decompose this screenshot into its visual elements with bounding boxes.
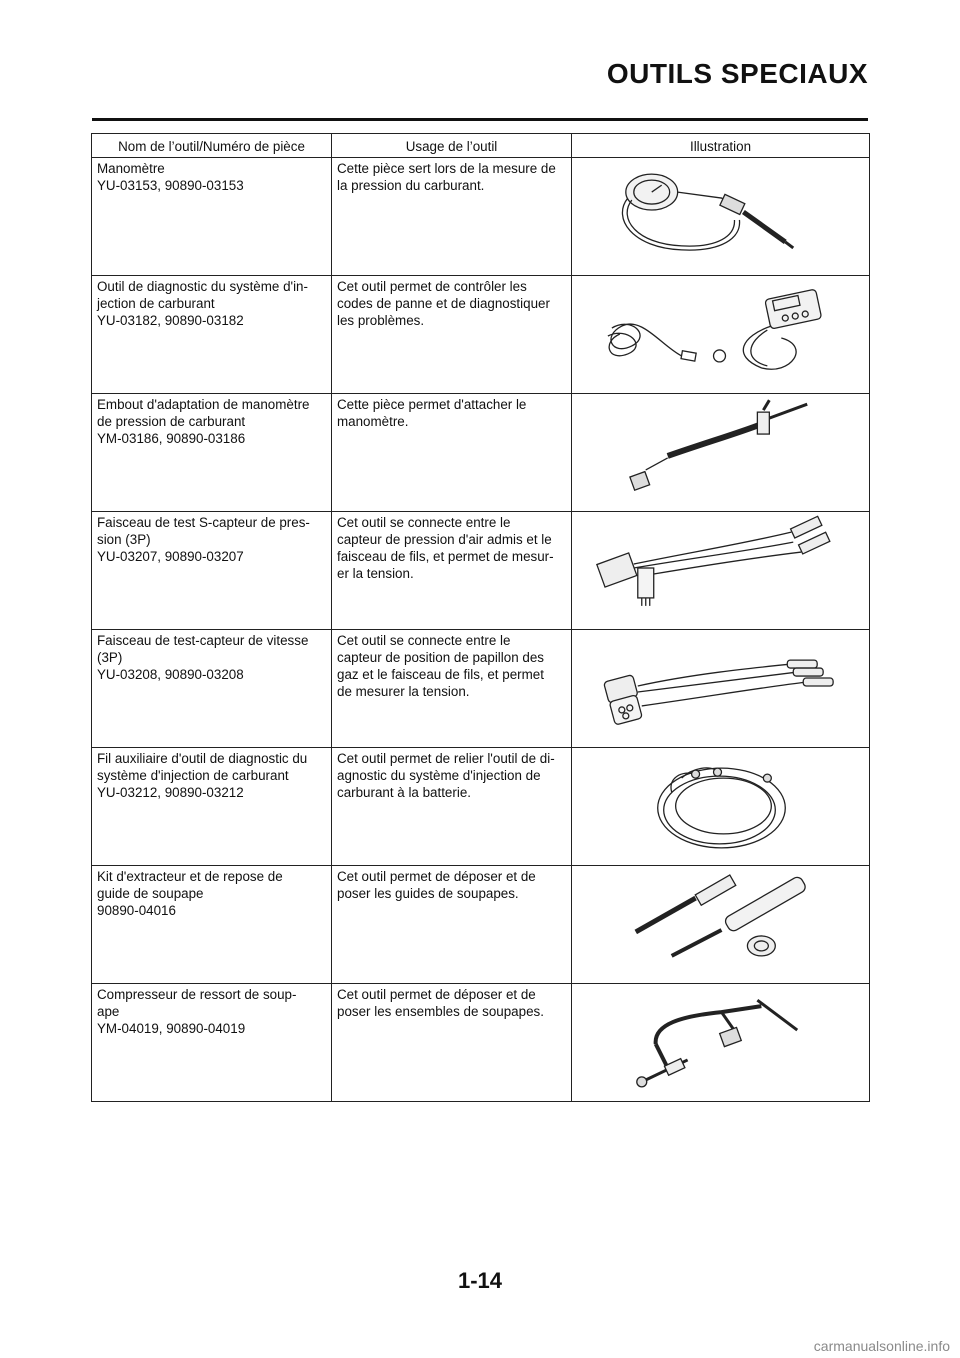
- tool-usage-cell: Cet outil se connecte entre le capteur de pression d'air admis et le faisceau de fils, et permet de mesur- er la tension.: [332, 512, 572, 630]
- table-header-row: [92, 134, 870, 158]
- tool-name-cell: Compresseur de ressort de soup- ape YM-04019, 90890-04019: [92, 984, 332, 1102]
- table-row: [92, 866, 870, 984]
- tool-illustration-cell: [572, 512, 870, 630]
- tool-name-cell: Outil de diagnostic du système d'in- jection de carburant YU-03182, 90890-03182: [92, 276, 332, 394]
- tool-name-cell: Faisceau de test-capteur de vitesse (3P) YU-03208, 90890-03208: [92, 630, 332, 748]
- tool-illustration-cell: [572, 276, 870, 394]
- column-header-illustration: Illustration: [572, 134, 870, 158]
- tool-usage-cell: Cet outil permet de déposer et de poser les ensembles de soupapes.: [332, 984, 572, 1102]
- table-row: [92, 158, 870, 276]
- table-row: [92, 394, 870, 512]
- tool-illustration-cell: [572, 866, 870, 984]
- tool-usage-cell: Cette pièce permet d'attacher le manomètre.: [332, 394, 572, 512]
- tool-name-cell: Manomètre YU-03153, 90890-03153: [92, 158, 332, 276]
- tool-illustration-cell: [572, 748, 870, 866]
- page-number: 1-14: [457, 1268, 503, 1293]
- auxiliary-lead-icon: [572, 748, 869, 864]
- pressure-gauge-icon: [572, 158, 869, 274]
- diagnostic-tool-icon: [572, 276, 869, 392]
- special-tools-table: [91, 133, 870, 1102]
- tool-illustration-cell: [572, 984, 870, 1102]
- tool-usage-cell: Cet outil se connecte entre le capteur de position de papillon des gaz et le faisceau de fils, et permet de mesurer la tension.: [332, 630, 572, 748]
- tool-name-cell: Fil auxiliaire d'outil de diagnostic du système d'injection de carburant YU-03212, 90890-03212: [92, 748, 332, 866]
- test-harness-icon: [572, 512, 869, 628]
- tool-name-cell: Faisceau de test S-capteur de pres- sion (3P) YU-03207, 90890-03207: [92, 512, 332, 630]
- column-header-usage: Usage de l’outil: [332, 134, 572, 158]
- tool-illustration-cell: [572, 394, 870, 512]
- tool-usage-cell: Cet outil permet de relier l'outil de di- agnostic du système d'injection de carburant à la batterie.: [332, 748, 572, 866]
- tool-usage-cell: Cet outil permet de contrôler les codes de panne et de diagnostiquer les problèmes.: [332, 276, 572, 394]
- column-header-name: Nom de l’outil/Numéro de pièce: [92, 134, 332, 158]
- watermark[interactable]: carmanualsonline.info: [813, 1338, 950, 1354]
- title-rule: [92, 118, 868, 121]
- table-row: [92, 512, 870, 630]
- gauge-adapter-icon: [572, 394, 869, 510]
- table-row: [92, 748, 870, 866]
- tool-usage-cell: Cet outil permet de déposer et de poser les guides de soupapes.: [332, 866, 572, 984]
- tool-illustration-cell: [572, 630, 870, 748]
- speed-sensor-harness-icon: [572, 630, 869, 746]
- valve-guide-kit-icon: [572, 866, 869, 982]
- tool-usage-cell: Cette pièce sert lors de la mesure de la pression du carburant.: [332, 158, 572, 276]
- page-title: OUTILS SPECIAUX: [606, 58, 868, 89]
- table-row: [92, 276, 870, 394]
- valve-spring-compressor-icon: [572, 984, 869, 1100]
- tool-name-cell: Kit d'extracteur et de repose de guide de soupape 90890-04016: [92, 866, 332, 984]
- table-row: [92, 984, 870, 1102]
- tool-illustration-cell: [572, 158, 870, 276]
- tool-name-cell: Embout d'adaptation de manomètre de pression de carburant YM-03186, 90890-03186: [92, 394, 332, 512]
- table-row: [92, 630, 870, 748]
